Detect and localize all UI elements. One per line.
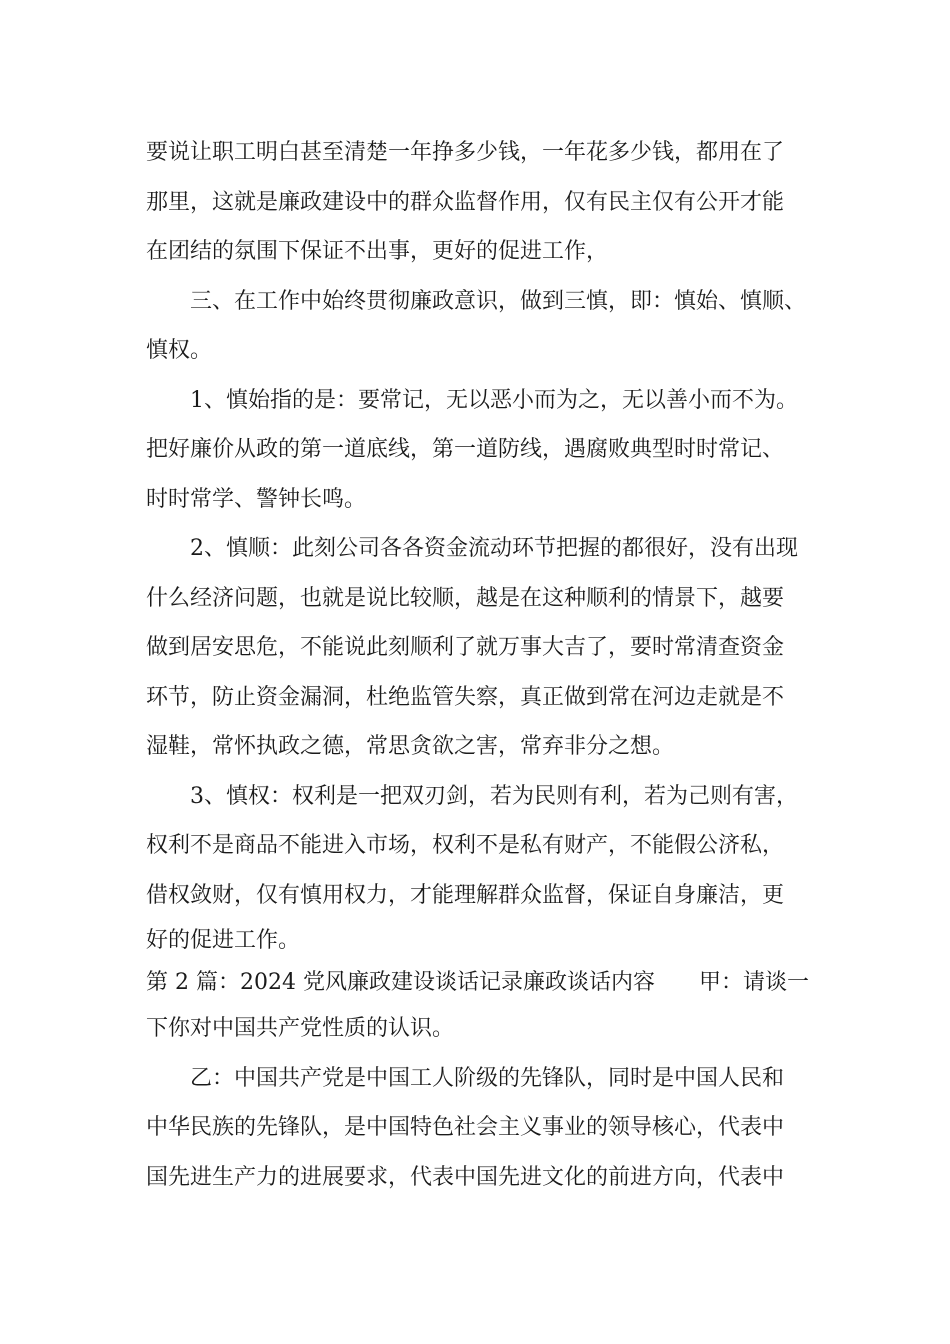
text-line: 三、在工作中始终贯彻廉政意识，做到三慎，即：慎始、慎顺、: [146, 288, 807, 314]
text-line: 湿鞋，常怀执政之德，常思贪欲之害，常弃非分之想。: [146, 734, 675, 759]
text-line: 权利不是商品不能进入市场，权利不是私有财产，不能假公济私，: [146, 833, 785, 858]
text-line: 国先进生产力的进展要求，代表中国先进文化的前进方向，代表中: [146, 1164, 785, 1190]
text-line: 中华民族的先锋队，是中国特色社会主义事业的领导核心，代表中: [146, 1115, 785, 1140]
text-line: 慎权。: [146, 338, 213, 363]
text-line: 把好廉价从政的第一道底线，第一道防线，遇腐败典型时时常记、: [146, 437, 785, 462]
text-line: 那里，这就是廉政建设中的群众监督作用，仅有民主仅有公开才能: [146, 189, 785, 215]
text-line: 好的促进工作。: [146, 928, 301, 953]
text-line: 借权敛财，仅有慎用权力，才能理解群众监督，保证自身廉洁，更: [146, 882, 785, 908]
text-line: 什么经济问题，也就是说比较顺，越是在这种顺利的情景下，越要: [146, 585, 785, 611]
text-line: 2、慎顺：此刻公司各各资金流动环节把握的都很好，没有出现: [146, 536, 798, 561]
text-line: 环节，防止资金漏洞，杜绝监管失察，真正做到常在河边走就是不: [146, 684, 785, 710]
section-heading-line: 第 2 篇：2024 党风廉政建设谈话记录廉政谈话内容 甲：请谈一: [146, 970, 809, 995]
text-line: 1、慎始指的是：要常记，无以恶小而为之，无以善小而不为。: [146, 387, 798, 413]
text-line: 在团结的氛围下保证不出事，更好的促进工作，: [146, 239, 609, 264]
document-body: [146, 128, 816, 1202]
text-line: 下你对中国共产党性质的认识。: [146, 1016, 455, 1041]
text-line: 要说让职工明白甚至清楚一年挣多少钱，一年花多少钱，都用在了: [146, 140, 785, 165]
text-line: 3、慎权：权利是一把双刃剑，若为民则有利，若为己则有害，: [146, 783, 798, 809]
text-line: 时时常学、警钟长鸣。: [146, 486, 367, 512]
text-line: 做到居安思危，不能说此刻顺利了就万事大吉了，要时常清查资金: [146, 635, 785, 660]
text-line: 乙：中国共产党是中国工人阶级的先锋队，同时是中国人民和: [146, 1065, 785, 1091]
